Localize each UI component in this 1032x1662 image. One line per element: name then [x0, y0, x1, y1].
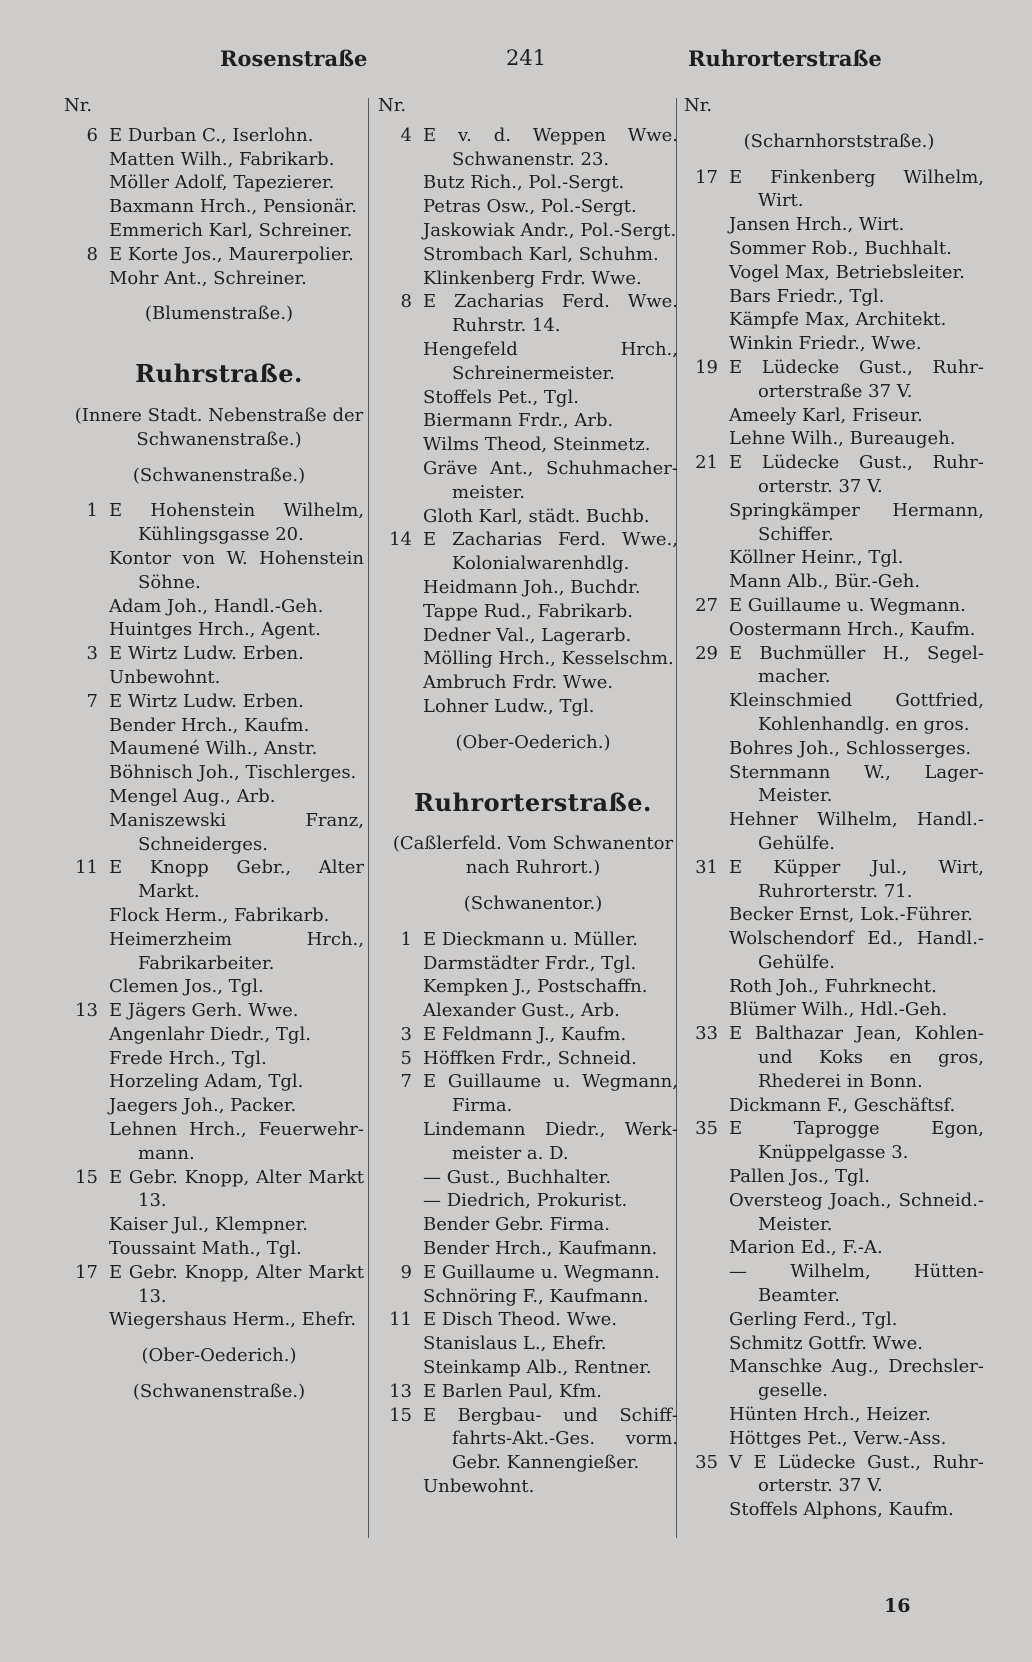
entry-text: E Guillaume u. Wegmann.	[423, 1261, 660, 1283]
entry-text: Kempken J., Postschaffn.	[423, 976, 648, 998]
resident-entry	[684, 213, 984, 237]
resident-entry	[378, 1285, 678, 1309]
entry-text: E Barlen Paul, Kfm.	[423, 1380, 602, 1402]
entry-text: Maniszewski Franz, Schneiderges.	[109, 809, 364, 855]
house-number: 33	[695, 1023, 718, 1045]
resident-entry	[64, 1261, 364, 1309]
house-number: 27	[695, 594, 718, 616]
resident-entry	[684, 927, 984, 975]
resident-entry	[684, 1260, 984, 1308]
resident-entry	[684, 642, 984, 690]
entry-text: Vogel Max, Betriebsleiter.	[729, 261, 965, 283]
resident-entry	[684, 166, 984, 214]
page-number: 241	[506, 46, 547, 70]
resident-entry	[684, 594, 984, 618]
house-number: 13	[75, 1000, 98, 1022]
resident-entry	[684, 261, 984, 285]
resident-entry	[64, 856, 364, 904]
entry-text: Lindemann Diedr., Werkmeister a. D.	[423, 1119, 678, 1164]
entry-text: E Wirtz Ludw. Erben.	[109, 690, 304, 712]
column-1	[64, 94, 364, 1416]
resident-entry	[378, 975, 678, 999]
entry-text: Wilms Theod, Steinmetz.	[423, 434, 651, 456]
entry-text: Springkämper Hermann, Schiffer.	[729, 499, 984, 545]
resident-entry	[378, 1356, 678, 1380]
resident-entry	[64, 243, 364, 267]
house-number: 29	[695, 642, 718, 664]
entry-text: Mohr Ant., Schreiner.	[109, 267, 307, 289]
cross-street-note: (Blumenstraße.)	[144, 303, 294, 325]
entry-text: E Finkenberg Wilhelm, Wirt.	[729, 166, 984, 212]
house-number: 35	[695, 1118, 718, 1140]
house-number: 35	[695, 1451, 718, 1473]
resident-entry	[684, 808, 984, 856]
entry-text: E Zacharias Ferd. Wwe. Ruhrstr. 14.	[423, 291, 678, 337]
resident-entry	[684, 1451, 984, 1499]
resident-entry	[378, 171, 678, 195]
cross-street-note: (Scharnhorststraße.)	[743, 130, 935, 152]
resident-entry	[378, 528, 678, 576]
column-number-label: Nr.	[684, 95, 713, 116]
entry-text: Sommer Rob., Buchhalt.	[729, 237, 952, 259]
resident-entry	[64, 219, 364, 243]
resident-entry	[684, 903, 984, 927]
resident-entry	[378, 1261, 678, 1285]
entry-text: Stoffels Alphons, Kaufm.	[729, 1499, 954, 1521]
resident-entry	[684, 404, 984, 428]
resident-entry	[64, 714, 364, 738]
entry-text: Bender Hrch., Kaufmann.	[423, 1238, 658, 1260]
resident-entry	[64, 1308, 364, 1332]
entry-text: Heimerzheim Hrch., Fabrikarbeiter.	[109, 928, 364, 974]
running-head-right: Ruhrorterstraße	[688, 46, 882, 71]
resident-entry	[64, 267, 364, 291]
entry-text: Toussaint Math., Tgl.	[109, 1238, 302, 1260]
entry-text: Köllner Heinr., Tgl.	[729, 547, 904, 569]
entry-text: Horzeling Adam, Tgl.	[109, 1071, 304, 1093]
entry-text: Gloth Karl, städt. Buchb.	[423, 505, 650, 527]
resident-entry	[684, 975, 984, 999]
resident-entry	[64, 666, 364, 690]
entry-text: Gräve Ant., Schuhmachermeister.	[423, 457, 678, 503]
resident-entry	[378, 671, 678, 695]
resident-entry	[684, 618, 984, 642]
entry-text: Böhnisch Joh., Tischlerges.	[109, 762, 357, 784]
entry-text: Baxmann Hrch., Pensionär.	[109, 196, 358, 218]
entry-text: E Feldmann J., Kaufm.	[423, 1023, 627, 1045]
entry-text: E Gebr. Knopp, Alter Markt 13.	[109, 1261, 364, 1307]
entry-text: E Zacharias Ferd. Wwe., Kolonialwarenhdlg.	[423, 529, 678, 575]
entry-text: E Küpper Jul., Wirt, Ruhrorterstr. 71.	[729, 856, 984, 902]
entry-text: E v. d. Weppen Wwe. Schwanenstr. 23.	[423, 124, 678, 170]
resident-entry	[64, 1166, 364, 1214]
resident-entry	[378, 1118, 678, 1166]
resident-entry	[64, 761, 364, 785]
resident-entry	[64, 1213, 364, 1237]
entry-text: E Guillaume u. Wegmann.	[729, 594, 966, 616]
house-number: 11	[389, 1309, 412, 1331]
resident-entry	[684, 1165, 984, 1189]
entry-text: Hengefeld Hrch., Schreinermeister.	[423, 338, 678, 384]
column-3	[684, 94, 984, 1522]
resident-entry	[64, 737, 364, 761]
signature-mark: 16	[884, 1595, 911, 1617]
cross-street-note: (Ober-Oederich.)	[455, 731, 611, 753]
column-number-label: Nr.	[378, 95, 407, 116]
entry-text: Petras Osw., Pol.-Sergt.	[423, 196, 637, 218]
resident-entry	[684, 237, 984, 261]
resident-entry	[684, 499, 984, 547]
entry-text: E Lüdecke Gust., Ruhrorterstraße 37 V.	[729, 356, 984, 402]
resident-entry	[684, 1355, 984, 1403]
resident-entry	[684, 1498, 984, 1522]
resident-entry	[378, 267, 678, 291]
entry-text: Alexander Gust., Arb.	[423, 1000, 620, 1022]
resident-entry	[684, 998, 984, 1022]
resident-entry	[684, 737, 984, 761]
resident-entry	[684, 427, 984, 451]
resident-entry	[378, 1475, 678, 1499]
resident-entry	[378, 1332, 678, 1356]
entry-text: Becker Ernst, Lok.-Führer.	[729, 904, 973, 926]
resident-entry	[378, 952, 678, 976]
cross-street-note: (Schwanentor.)	[463, 892, 603, 914]
resident-entry	[378, 195, 678, 219]
house-number: 6	[86, 124, 98, 146]
resident-entry	[684, 546, 984, 570]
entry-text: Jaskowiak Andr., Pol.-Sergt.	[423, 219, 677, 241]
resident-entry	[684, 1403, 984, 1427]
entry-text: Roth Joh., Fuhrknecht.	[729, 975, 937, 997]
entry-text: Darmstädter Frdr., Tgl.	[423, 952, 637, 974]
resident-entry	[378, 338, 678, 386]
entry-text: Lehnen Hrch., Feuerwehrmann.	[109, 1119, 364, 1164]
entry-text: Sternmann W., LagerMeister.	[729, 761, 984, 807]
resident-entry	[378, 1047, 678, 1071]
entry-text: E Hohenstein Wilhelm, Kühlingsgasse 20.	[109, 500, 364, 546]
entry-text: Ameely Karl, Friseur.	[729, 404, 923, 426]
street-heading: Ruhrstraße.	[135, 359, 303, 389]
resident-entry	[684, 1117, 984, 1165]
entry-text: Kleinschmied Gottfried, Kohlenhandlg. en gros.	[729, 690, 984, 735]
entry-text: Ambruch Frdr. Wwe.	[423, 672, 614, 694]
resident-entry	[684, 570, 984, 594]
entry-text: Bohres Joh., Schlosserges.	[729, 737, 972, 759]
entry-text: Oostermann Hrch., Kaufm.	[729, 618, 976, 640]
entry-text: Stoffels Pet., Tgl.	[423, 386, 579, 408]
entry-text: E Dieckmann u. Müller.	[423, 928, 638, 950]
house-number: 13	[389, 1380, 412, 1402]
resident-entry	[378, 505, 678, 529]
resident-entry	[684, 285, 984, 309]
house-number: 21	[695, 452, 718, 474]
entry-text: Mölling Hrch., Kesselschm.	[423, 648, 674, 670]
house-number: 7	[400, 1071, 412, 1093]
entry-text: Tappe Rud., Fabrikarb.	[423, 600, 633, 622]
house-number: 9	[400, 1261, 412, 1283]
resident-entry	[684, 451, 984, 499]
cross-street-note: (Schwanenstraße.)	[132, 464, 306, 486]
entry-text: E Wirtz Ludw. Erben.	[109, 643, 304, 665]
entry-text: Bars Friedr., Tgl.	[729, 285, 885, 307]
entry-text: Unbewohnt.	[423, 1476, 535, 1498]
house-number: 14	[389, 529, 412, 551]
resident-entry	[378, 386, 678, 410]
entry-text: — Diedrich, Prokurist.	[423, 1190, 628, 1212]
house-number: 8	[86, 243, 98, 265]
entry-text: E Gebr. Knopp, Alter Markt 13.	[109, 1166, 364, 1212]
house-number: 17	[75, 1261, 98, 1283]
resident-entry	[684, 856, 984, 904]
resident-entry	[64, 1118, 364, 1166]
resident-entry	[64, 1047, 364, 1071]
resident-entry	[378, 409, 678, 433]
resident-entry	[378, 647, 678, 671]
entry-text: Jaegers Joh., Packer.	[109, 1095, 297, 1117]
resident-entry	[64, 1094, 364, 1118]
house-number: 7	[86, 690, 98, 712]
entry-text: Marion Ed., F.-A.	[729, 1237, 883, 1259]
entry-text: Pallen Jos., Tgl.	[729, 1166, 870, 1188]
entry-text: Möller Adolf, Tapezierer.	[109, 172, 335, 194]
resident-entry	[684, 689, 984, 737]
cross-street-note: (Innere Stadt. Nebenstraße der Schwanenstraße.)	[74, 404, 364, 450]
resident-entry	[64, 999, 364, 1023]
entry-text: Mann Alb., Bür.-Geh.	[729, 571, 921, 593]
entry-text: Gerling Ferd., Tgl.	[729, 1308, 898, 1330]
resident-entry	[378, 433, 678, 457]
column-number-label: Nr.	[64, 95, 93, 116]
resident-entry	[378, 624, 678, 648]
house-number: 31	[695, 856, 718, 878]
resident-entry	[378, 1070, 678, 1118]
cross-street-note: (Schwanenstraße.)	[132, 1381, 306, 1403]
entry-text: Winkin Friedr., Wwe.	[729, 333, 922, 355]
resident-entry	[64, 595, 364, 619]
house-number: 15	[75, 1166, 98, 1188]
resident-entry	[378, 124, 678, 172]
entry-text: Biermann Frdr., Arb.	[423, 410, 614, 432]
resident-entry	[64, 690, 364, 714]
resident-entry	[378, 695, 678, 719]
resident-entry	[684, 1332, 984, 1356]
column-rule	[368, 98, 369, 1538]
entry-text: Strombach Karl, Schuhm.	[423, 243, 659, 265]
house-number: 1	[400, 928, 412, 950]
entry-text: E Buchmüller H., Segelmacher.	[729, 642, 984, 688]
resident-entry	[684, 1427, 984, 1451]
entry-text: Höttges Pet., Verw.-Ass.	[729, 1427, 947, 1449]
street-heading: Ruhrorterstraße.	[414, 787, 652, 817]
resident-entry	[378, 219, 678, 243]
entry-text: Schnöring F., Kaufmann.	[423, 1285, 649, 1307]
resident-entry	[684, 1189, 984, 1237]
resident-entry	[684, 332, 984, 356]
resident-entry	[378, 1213, 678, 1237]
resident-entry	[64, 1237, 364, 1261]
house-number: 8	[400, 291, 412, 313]
resident-entry	[378, 1308, 678, 1332]
resident-entry	[378, 1023, 678, 1047]
entry-text: Mengel Aug., Arb.	[109, 785, 276, 807]
entry-text: E Disch Theod. Wwe.	[423, 1309, 618, 1331]
entry-text: Emmerich Karl, Schreiner.	[109, 219, 353, 241]
resident-entry	[378, 600, 678, 624]
entry-text: Hünten Hrch., Heizer.	[729, 1404, 931, 1426]
house-number: 4	[400, 124, 412, 146]
entry-text: — Gust., Buchhalter.	[423, 1166, 612, 1188]
resident-entry	[378, 928, 678, 952]
house-number: 3	[400, 1023, 412, 1045]
entry-text: Unbewohnt.	[109, 666, 221, 688]
entry-text: E Lüdecke Gust., Ruhrorterstr. 37 V.	[729, 452, 984, 497]
entry-text: E Knopp Gebr., Alter Markt.	[109, 857, 364, 903]
resident-entry	[378, 1380, 678, 1404]
house-number: 1	[86, 500, 98, 522]
entry-text: Maumené Wilh., Anstr.	[109, 738, 318, 760]
entry-text: Jansen Hrch., Wirt.	[729, 214, 905, 236]
house-number: 17	[695, 166, 718, 188]
entry-text: Steinkamp Alb., Rentner.	[423, 1357, 652, 1379]
entry-text: Kontor von W. Hohenstein Söhne.	[109, 547, 364, 593]
resident-entry	[684, 1236, 984, 1260]
house-number: 11	[75, 857, 98, 879]
entry-text: Butz Rich., Pol.-Sergt.	[423, 172, 625, 194]
entry-text: Lohner Ludw., Tgl.	[423, 695, 595, 717]
resident-entry	[64, 499, 364, 547]
entry-text: Huintges Hrch., Agent.	[109, 619, 321, 641]
resident-entry	[64, 195, 364, 219]
resident-entry	[64, 809, 364, 857]
resident-entry	[378, 1166, 678, 1190]
resident-entry	[64, 618, 364, 642]
entry-text: Blümer Wilh., Hdl.-Geh.	[729, 999, 948, 1021]
entry-text: Angenlahr Diedr., Tgl.	[109, 1023, 311, 1045]
resident-entry	[64, 148, 364, 172]
entry-text: Lehne Wilh., Bureaugeh.	[729, 428, 956, 450]
entry-text: Kämpfe Max, Architekt.	[729, 309, 947, 331]
entry-text: V E Lüdecke Gust., Ruhrorterstr. 37 V.	[729, 1451, 984, 1497]
resident-entry	[64, 904, 364, 928]
entry-text: E Korte Jos., Maurerpolier.	[109, 243, 354, 265]
entry-text: Matten Wilh., Fabrikarb.	[109, 148, 335, 170]
entry-text: E Balthazar Jean, Kohlen- und Koks en gros, Rhederei in Bonn.	[729, 1023, 984, 1092]
resident-entry	[684, 1022, 984, 1093]
house-number: 15	[389, 1404, 412, 1426]
entry-text: Manschke Aug., Drechslergeselle.	[729, 1356, 984, 1402]
resident-entry	[64, 1070, 364, 1094]
resident-entry	[64, 124, 364, 148]
entry-text: Kaiser Jul., Klempner.	[109, 1214, 308, 1236]
cross-street-note: (Ober-Oederich.)	[141, 1345, 297, 1367]
entry-text: Flock Herm., Fabrikarb.	[109, 904, 330, 926]
running-head-left: Rosenstraße	[220, 46, 368, 71]
entry-text: — Wilhelm, HüttenBeamter.	[729, 1261, 984, 1307]
resident-entry	[64, 975, 364, 999]
entry-text: Bender Gebr. Firma.	[423, 1214, 610, 1236]
entry-text: Dickmann F., Geschäftsf.	[729, 1094, 956, 1116]
entry-text: E Durban C., Iserlohn.	[109, 124, 314, 146]
entry-text: Frede Hrch., Tgl.	[109, 1047, 267, 1069]
cross-street-note: (Caßlerfeld. Vom Schwanentor nach Ruhrort.)	[392, 833, 674, 879]
resident-entry	[64, 1023, 364, 1047]
entry-text: E Taprogge Egon, Knüppelgasse 3.	[729, 1118, 984, 1164]
entry-text: Bender Hrch., Kaufm.	[109, 714, 310, 736]
entry-text: Clemen Jos., Tgl.	[109, 976, 264, 998]
entry-text: Adam Joh., Handl.-Geh.	[109, 595, 324, 617]
resident-entry	[378, 1404, 678, 1475]
resident-entry	[64, 642, 364, 666]
house-number: 3	[86, 643, 98, 665]
resident-entry	[64, 928, 364, 976]
resident-entry	[378, 576, 678, 600]
entry-text: Dedner Val., Lagerarb.	[423, 624, 632, 646]
column-2	[378, 94, 678, 1499]
entry-text: Heidmann Joh., Buchdr.	[423, 576, 641, 598]
entry-text: E Bergbau- und Schifffahrts-Akt.-Ges. vorm. Gebr. Kannengießer.	[423, 1404, 678, 1474]
resident-entry	[684, 1308, 984, 1332]
entry-text: Klinkenberg Frdr. Wwe.	[423, 267, 642, 289]
resident-entry	[684, 308, 984, 332]
entry-text: Hehner Wilhelm, Handl.-Gehülfe.	[729, 809, 984, 854]
house-number: 5	[400, 1047, 412, 1069]
resident-entry	[378, 290, 678, 338]
resident-entry	[684, 1094, 984, 1118]
resident-entry	[378, 999, 678, 1023]
resident-entry	[684, 761, 984, 809]
resident-entry	[378, 243, 678, 267]
entry-text: Höffken Frdr., Schneid.	[423, 1047, 637, 1069]
entry-text: Wiegershaus Herm., Ehefr.	[109, 1309, 357, 1331]
resident-entry	[64, 171, 364, 195]
entry-text: E Jägers Gerh. Wwe.	[109, 1000, 299, 1022]
entry-text: Stanislaus L., Ehefr.	[423, 1333, 607, 1355]
entry-text: Wolschendorf Ed., Handl.-Gehülfe.	[729, 928, 984, 973]
resident-entry	[684, 356, 984, 404]
resident-entry	[64, 547, 364, 595]
house-number: 19	[695, 356, 718, 378]
resident-entry	[378, 457, 678, 505]
resident-entry	[64, 785, 364, 809]
resident-entry	[378, 1237, 678, 1261]
entry-text: Oversteog Joach., Schneid.-Meister.	[729, 1189, 984, 1235]
entry-text: Schmitz Gottfr. Wwe.	[729, 1332, 923, 1354]
resident-entry	[378, 1189, 678, 1213]
entry-text: E Guillaume u. Wegmann, Firma.	[423, 1071, 678, 1117]
